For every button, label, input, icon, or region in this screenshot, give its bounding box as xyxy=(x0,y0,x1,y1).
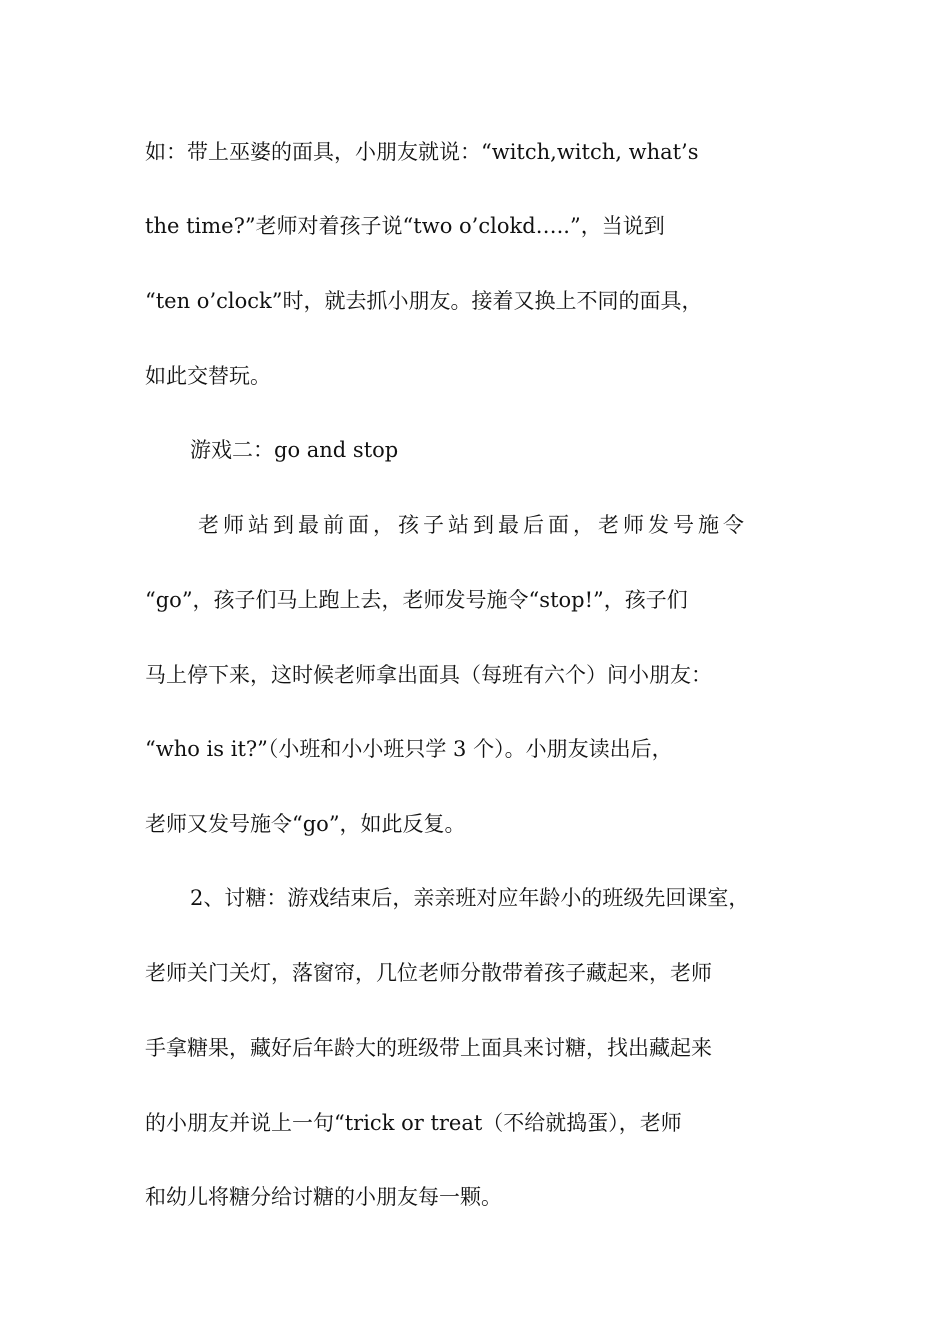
text-line-13: 手拿糖果，藏好后年龄大的班级带上面具来讨糖，找出藏起来 xyxy=(145,1036,712,1060)
text-line-9: “who is it?”（小班和小小班只学 3 个）。小朋友读出后， xyxy=(145,737,673,761)
text-line-8: 马上停下来，这时候老师拿出面具（每班有六个）问小朋友： xyxy=(145,663,712,687)
text-line-15: 和幼儿将糖分给讨糖的小朋友每一颗。 xyxy=(145,1185,502,1209)
text-line-12: 老师关门关灯，落窗帘，几位老师分散带着孩子藏起来，老师 xyxy=(145,961,712,985)
text-line-7: “go”，孩子们马上跑上去，老师发号施令“stop!”，孩子们 xyxy=(145,588,688,612)
text-line-3: “ten o’clock”时，就去抓小朋友。接着又换上不同的面具， xyxy=(145,289,703,313)
section-heading-candy: 2、讨糖：游戏结束后，亲亲班对应年龄小的班级先回课室， xyxy=(190,886,750,910)
section-heading-game-two: 游戏二：go and stop xyxy=(190,438,399,462)
text-line-2: the time?”老师对着孩子说“two o’clokd…..”，当说到 xyxy=(145,214,665,238)
text-line-10: 老师又发号施令“go”，如此反复。 xyxy=(145,812,466,836)
text-line-6: 老师站到最前面，孩子站到最后面，老师发号施令 xyxy=(198,513,748,537)
text-line-1: 如：带上巫婆的面具，小朋友就说：“witch,witch, what’s xyxy=(145,140,699,164)
text-line-14: 的小朋友并说上一句“trick or treat（不给就捣蛋），老师 xyxy=(145,1111,682,1135)
text-line-4: 如此交替玩。 xyxy=(145,364,271,388)
